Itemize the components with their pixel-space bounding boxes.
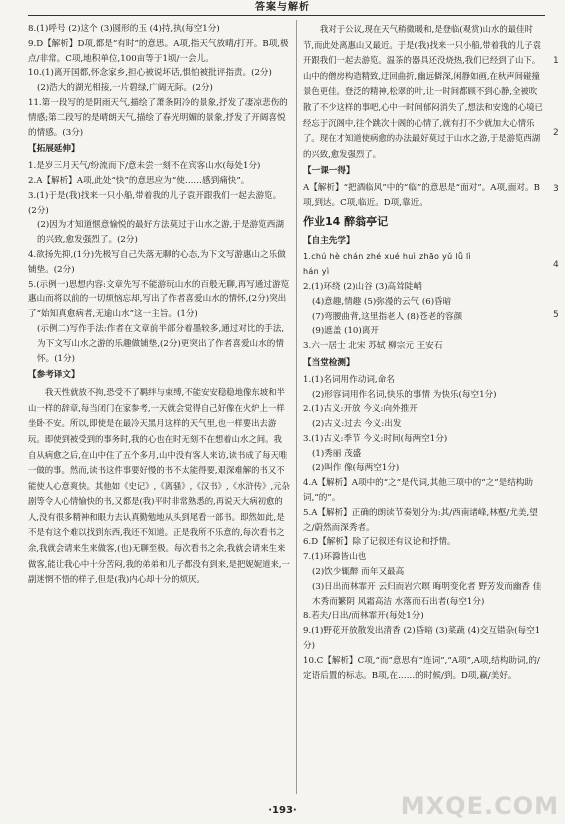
answer-item: 1.chú hè chán zhé xué huì zhāo yǔ lǚ lì	[303, 252, 472, 262]
column-divider	[296, 20, 297, 794]
answer-item: (2)古义:过去 今义:出发	[312, 419, 402, 430]
answer-item: (7)弯腰曲背,这里指老人 (8)苍老的容颜	[312, 311, 463, 322]
left-answer-list	[28, 22, 290, 383]
answer-item: 5.(示例一)思想内容:文章先写不能游玩山水的百般无聊,再写通过游览惠山而将以前的一切烦恼忘却,写出了作者喜爱山水的情怀,(2分)突出了“始知真愈病者,无逾山水”这一主旨。(1分)	[28, 279, 290, 320]
section-heading: 【一课一得】	[303, 166, 355, 177]
answer-item: A【解析】“把酒临风”中的“临”的意思是“面对”。A项,面对。B项,到达。C项,临近。D项,靠近。	[303, 183, 540, 208]
answer-item: (3)日出而林霏开 云归而岩穴暝 晦明变化者 野芳发而幽香 佳木秀而繁阴 风霜高洁 水落而石出者(每空1分)	[312, 581, 542, 607]
answer-item: 10.(1)离开国都,怀念家乡,担心被说坏话,惧怕被批评指责。(2分)	[28, 68, 272, 79]
page-header	[0, 0, 565, 20]
answer-item: 4.欲扬先抑,(1分)先极写自己失落无聊的心态,为下文写游惠山之乐做铺垫。(2分)	[28, 249, 286, 275]
answer-item: 3.(1)于是(我)找来一只小船,带着我的儿子袁开跟我们一起去游览。(2分)	[28, 190, 282, 216]
margin-mark: 2	[553, 128, 559, 138]
task-answer-list	[303, 234, 543, 684]
answer-item: (2)饮少辄醉 而年又最高	[312, 567, 405, 578]
answer-item: 2.(1)环绕 (2)山谷 (3)高耸陡峭	[303, 281, 422, 292]
right-column	[303, 22, 543, 683]
answer-item: 9.(1)野花开放散发出清香 (2)昏暗 (3)菜蔬 (4)交互错杂(每空1分)	[303, 626, 541, 652]
answer-item: 3.(1)古义:季节 今义:时间(每两空1分)	[303, 433, 448, 444]
answer-item: 11.第一段写的是阴雨天气,描绘了萧条阴冷的景象,抒发了凄凉悲伤的情感;第二段写的是晴朗天气,描绘了春光明媚的景象,抒发了开阔喜悦的情感。(3分)	[28, 97, 288, 138]
answer-item: (1)秀丽 茂盛	[312, 448, 362, 459]
answer-item: 10.C【解析】C项,“而”意思有“连词”,“A项”,A项,结构助词,的/定语后置的标志。B项,在……的时候/到。D项,赢/美好。	[303, 655, 540, 681]
answer-item: 1.(1)名词用作动词,命名	[303, 374, 395, 385]
answer-item: (2)形容词用作名词,快乐的事情 为快乐(每空1分)	[312, 389, 497, 400]
answer-item: 4.A【解析】A项中的“之”是代词,其他三项中的“之”是结构助词,“的”。	[303, 478, 533, 504]
left-column	[28, 22, 290, 588]
answer-item: (示例二)写作手法:作者在文章前半部分着墨较多,通过对比的手法,为下文写山水之游的乐趣做铺垫,(2分)更突出了作者喜爱山水的情怀。(1分)	[37, 323, 285, 364]
answer-item: hán yì	[303, 267, 330, 277]
answer-item: 7.(1)环滁皆山也	[303, 552, 367, 563]
answer-item: 1.是岁三月天气/纷流而下/意未尝一刻不在宾客山水(每处1分)	[28, 161, 261, 172]
section-heading: 【拓展延伸】	[28, 144, 80, 155]
translation-paragraph: 我对于公议,现在天气稍微暖和,是登临(观赏)山水的最佳时节,而此处离惠山又最近。于是(我)找来一只小船,带着我的儿子袁开跟我们一起去游览。温茶的器具还没烧热,我们已经到了山下。山中的僧房构造精致,迂回曲折,幽远僻深,闲静如画,在秋声间碰撞景色更佳。登泛的精神,松翠的叶,让一时间都顾不到心静,全被吹散了不少这样的事吧,心中一时间郁闷消失了,想法和安逸的心境已经忘于沉阁中,往个跳次十阁的心情了,就有打不少就加大心情乐了。现在才知道使病愈的办法最好莫过于山水之游,于是游览西湖的兴致,愈发强烈了。	[303, 24, 543, 159]
header-title: 答案与解析	[255, 2, 310, 13]
reference-translation	[28, 385, 290, 588]
section-heading: 【自主先学】	[303, 235, 355, 246]
answer-item: (2)浩大的湖光相接,一片碧绿,广阔无际。(2分)	[37, 83, 213, 94]
margin-mark: 3	[553, 184, 559, 194]
margin-mark: 4	[553, 260, 559, 270]
answer-item: 3.六一居士 北宋 苏轼 柳宗元 王安石	[303, 341, 443, 352]
site-watermark: MXQE.COM	[400, 792, 559, 820]
margin-mark: 5	[553, 310, 559, 320]
section-heading: 【当堂检测】	[303, 357, 355, 368]
margin-mark: 1	[553, 56, 559, 66]
translation-continued	[303, 22, 543, 162]
translation-paragraph: 我天性就放不拘,恐受不了羁绊与束缚,不能安安稳稳地像东坡和半山一样的辞章,每当闭门在家参考,一天就会觉得自己好像在火炉上一样坐卧不安。所以,即使是在最冷天黑月这样的天气里,也一样要出去游玩。即使到被受到的事务时,我的心也在时无刻不在想着山水之间。我自从病愈之后,在山中住了五个多月,山中没有客人来访,读书成了每天唯一做的事。然而,读书这件事要好慢的书不太能得要,艰深难解的书又不能使人心意爽快。其他如《史记》,《离骚》,《汉书》,《水浒传》,元杂剧等令人心情愉快的书,又都是(我)平时非常熟悉的,再说天大病初愈的人,没有很多精神和眼力去认真勤勉地从头到尾看一部书。即然如此,是不是有这个难以找到东西,我还不知道。正是我所不乐意的,每次看书之余,我就会请来生来做客,(也)无聊至极。每次看书之余,我就会请来生来做客,能让我心中十分苦闷,我的弟弟和儿子都没有到来,是把妮妮道来,一副迷惘不悟的样子,但是(我)内心却十分的烦厌。	[28, 387, 290, 585]
answer-item: 5.A【解析】正确的朗读节奏划分为:其/西南诸峰,林壑/尤美,望之/蔚然而深秀者。	[303, 507, 538, 533]
answer-item: (2)叫作 像(每两空1分)	[312, 463, 400, 474]
answer-item: 2.(1)古义:开放 今义:向外推开	[303, 404, 418, 415]
task-title: 作业14 醉翁亭记	[303, 214, 389, 228]
section-heading: 【参考译文】	[28, 370, 80, 381]
answer-item: (9)遮盖 (10)离开	[312, 326, 379, 337]
page-number: ·193·	[268, 805, 297, 816]
answer-item: 8.(1)呼号 (2)这个 (3)圆形的玉 (4)持,执(每空1分)	[28, 24, 220, 34]
header-rule	[28, 15, 545, 16]
answer-item: 9.D【解析】D项,都是“有时”的意思。A项,指天气放晴/打开。B项,极点/非常。C项,地积单位,100亩等于1顷/一会儿。	[28, 38, 289, 64]
answer-item: 2.A【解析】A项,此处“快”的意思应为“使……感到痛快”。	[28, 175, 250, 186]
answer-item: (2)因为才知道惬意愉悦的最好方法莫过于山水之游,于是游览西湖的兴致,愈发强烈了。(2分)	[37, 220, 284, 246]
answer-item: 6.D【解析】除了记叙还有议论和抒情。	[303, 537, 456, 548]
answer-item: 8.若夫/日出/而林霏开(每处1分)	[303, 611, 424, 622]
right-answer-list	[303, 164, 543, 210]
answer-item: (4)意趣,情趣 (5)弥漫的云气 (6)昏暗	[312, 296, 452, 307]
